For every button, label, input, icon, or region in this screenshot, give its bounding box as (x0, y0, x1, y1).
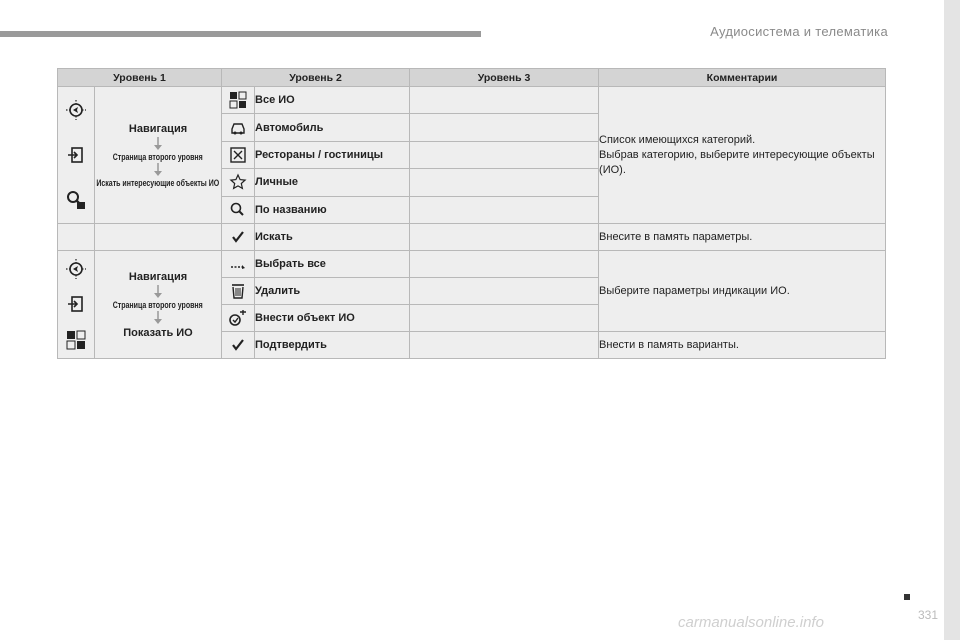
level3-label: Подтвердить (255, 332, 410, 359)
level3-label: Удалить (255, 278, 410, 305)
level2-sub2: Искать интересующие объекты ИО (96, 178, 220, 188)
header-level1: Уровень 1 (58, 69, 222, 87)
icon-cell (222, 114, 255, 141)
level2-sub1: Страница второго уровня (112, 299, 204, 310)
level2-title: Навигация (128, 270, 188, 283)
level1-empty (58, 224, 95, 251)
level2-title: Навигация (128, 123, 188, 135)
table-header-row (58, 69, 886, 87)
level2-sub1: Страница второго уровня (112, 152, 204, 162)
header-level2: Уровень 2 (222, 69, 410, 87)
level3-empty (410, 305, 599, 332)
header-comments: Комментарии (599, 69, 886, 87)
level2-cell (95, 251, 222, 359)
car-icon (229, 119, 247, 137)
page-edge-strip (944, 0, 960, 640)
watermark: carmanualsonline.info (678, 614, 824, 631)
poi-search-icon (65, 189, 87, 211)
icon-cell (222, 141, 255, 168)
level3-label: Рестораны / гостиницы (255, 141, 410, 168)
icon-cell (222, 332, 255, 359)
icon-cell (222, 169, 255, 196)
level3-label: Личные (255, 169, 410, 196)
navigation-crosshair-icon (65, 258, 87, 280)
level3-label: Выбрать все (255, 251, 410, 278)
level3-label: Искать (255, 224, 410, 251)
section-title: Аудиосистема и телематика (710, 24, 888, 39)
table-row (58, 224, 886, 251)
level3-empty (410, 87, 599, 114)
poi-all-icon (229, 91, 247, 109)
level3-label: Автомобиль (255, 114, 410, 141)
level1-icons (58, 87, 95, 224)
poi-show-icon (65, 329, 87, 351)
comment-cell: Выберите параметры индикации ИО. (599, 251, 886, 332)
icon-cell (222, 87, 255, 114)
menu-enter-icon (65, 144, 87, 166)
level2-empty (95, 224, 222, 251)
page-bullet (904, 594, 910, 600)
navigation-crosshair-icon (65, 99, 87, 121)
arrow-down-icon (152, 311, 164, 325)
table-row (58, 87, 886, 114)
level3-empty (410, 251, 599, 278)
level2-sub2: Показать ИО (123, 326, 193, 339)
level3-empty (410, 169, 599, 196)
level3-empty (410, 196, 599, 223)
level3-empty (410, 332, 599, 359)
table-row (58, 251, 886, 278)
arrow-down-icon (152, 163, 164, 177)
comment-cell: Внесите в память параметры. (599, 224, 886, 251)
level2-cell (95, 87, 222, 224)
search-abc-icon (229, 201, 247, 219)
top-rule (0, 31, 481, 37)
select-all-icon (229, 257, 247, 271)
level3-empty (410, 141, 599, 168)
trash-icon (230, 282, 246, 300)
restaurant-icon (229, 146, 247, 164)
checkmark-icon (231, 338, 245, 352)
comment-cell (599, 87, 886, 224)
level3-label: По названию (255, 196, 410, 223)
level3-empty (410, 114, 599, 141)
page-number: 331 (917, 608, 938, 622)
menu-table (57, 68, 886, 359)
icon-cell (222, 224, 255, 251)
arrow-down-icon (152, 285, 164, 299)
icon-cell (222, 278, 255, 305)
comment-text: Список имеющихся категорий. Выбрав категорию, выберите интересующие объекты (ИО). (599, 133, 875, 176)
import-poi-icon (228, 309, 248, 327)
level3-empty (410, 278, 599, 305)
icon-cell (222, 251, 255, 278)
menu-enter-icon (65, 293, 87, 315)
level1-icons (58, 251, 95, 359)
icon-cell (222, 305, 255, 332)
arrow-down-icon (152, 137, 164, 151)
level3-label: Все ИО (255, 87, 410, 114)
level3-empty (410, 224, 599, 251)
icon-cell (222, 196, 255, 223)
star-icon (229, 173, 247, 191)
level3-label: Внести объект ИО (255, 305, 410, 332)
comment-cell: Внести в память варианты. (599, 332, 886, 359)
checkmark-icon (231, 230, 245, 244)
header-level3: Уровень 3 (410, 69, 599, 87)
